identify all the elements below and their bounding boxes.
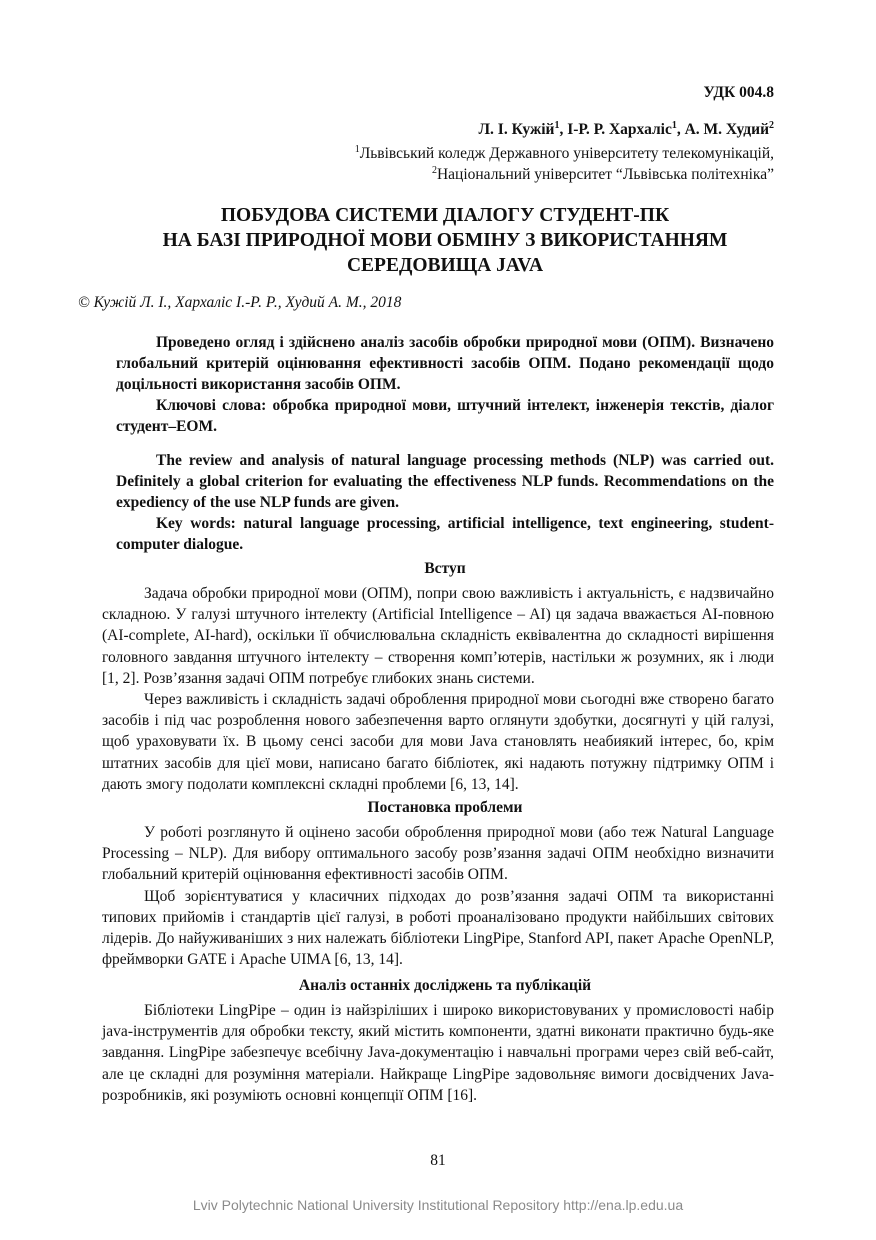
affiliation-1: $^1$Львівський коледж Державного університету телекомунікацій, xyxy=(354,143,774,162)
udk-code: УДК 004.8 xyxy=(703,84,774,101)
author-affiliation-mark: 1 xyxy=(671,119,677,131)
abstract-ukrainian xyxy=(116,332,774,437)
title-line: НА БАЗІ ПРИРОДНОЇ МОВИ ОБМІНУ З ВИКОРИСТАННЯМ xyxy=(162,230,728,251)
paragraph: Бібліотеки LingPipe – один із найзріліших і широко використовуваних у промисловості набір java-інструментів для обробки тексту, який містить компоненти, здатні виконати практично будь-яке завдання. LingPipe забезпечує всебічну Java-документацію і навчальні програми через свій веб-сайт, але це складні для розуміння матеріали. Найкраще LingPipe задовольняє вимоги досвідчених Java-розробників, які розуміють основні концепції ОПМ [16]. xyxy=(102,1002,774,1104)
keywords: Key words: natural language processing, artificial intelligence, text engineering, student-computer dialogue. xyxy=(116,515,774,553)
paper-title xyxy=(116,203,774,278)
section-body-analysis xyxy=(102,1000,774,1106)
section-body-intro xyxy=(102,583,774,795)
section-body-problem xyxy=(102,822,774,970)
author-affiliation-mark: 1 xyxy=(554,119,560,131)
repository-footer: Lviv Polytechnic National University Institutional Repository http://ena.lp.edu.ua xyxy=(192,1197,684,1213)
author-affiliation-mark: 2 xyxy=(769,119,774,131)
author-name: А. М. Худий xyxy=(684,121,769,138)
authors-line: Л. І. Кужій$^1$, І-Р. Р. Хархаліс$^1$, А. М. Худий$^2$ xyxy=(478,119,774,138)
title-line: ПОБУДОВА СИСТЕМИ ДІАЛОГУ СТУДЕНТ-ПК xyxy=(220,205,670,226)
section-heading-problem: Постановка проблеми xyxy=(367,799,523,816)
author-name: Л. І. Кужій xyxy=(478,121,555,138)
paragraph: У роботі розглянуто й оцінено засоби оброблення природної мови (або теж Natural Language Processing – NLP). Для вибору оптимального засобу розв’язання задачі ОПМ необхідно визначити глобальний критерій оцінювання ефективності засобів ОПМ. xyxy=(102,824,774,884)
section-heading-analysis: Аналіз останніх досліджень та публікацій xyxy=(298,977,592,994)
title-line: СЕРЕДОВИЩА JAVA xyxy=(346,255,544,276)
section-heading-intro: Вступ xyxy=(424,560,466,577)
author-name: І-Р. Р. Хархаліс xyxy=(567,121,672,138)
abstract-english xyxy=(116,450,774,555)
paragraph: Через важливість і складність задачі оброблення природної мови сьогодні вже створено багато засобів і під час розроблення нового забезпечення варто оглянути здобутки, досягнуті у цій галузі, щоб ураховувати їх. В цьому сенсі засоби для мови Java становлять неабиякий інтерес, бо, крім штатних засобів для цієї мови, написано багато бібліотек, які надають потужну підтримку ОПМ і дають змогу подолати комплексні складні проблеми [6, 13, 14]. xyxy=(102,691,774,793)
affiliation-2: $^2$Національний університет “Львівська політехніка” xyxy=(431,164,774,183)
paragraph: Щоб зорієнтуватися у класичних підходах до розв’язання задачі ОПМ та використанні типових прийомів і стандартів цієї галузі, в роботі проаналізовано продукти найбільших світових лідерів. До найуживаніших з них належать бібліотеки LingPipe, Stanford API, пакет Apache OpenNLP, фреймворки GATE і Apache UIMA [6, 13, 14]. xyxy=(102,887,774,969)
copyright-line: © Кужій Л. І., Хархаліс І.-Р. Р., Худий А. М., 2018 xyxy=(78,294,402,311)
abstract-text: The review and analysis of natural language processing methods (NLP) was carried out. Definitely a global criterion for evaluating the effectiveness NLP funds. Recommendations on the expediency of the use NLP funds are given. xyxy=(116,452,774,511)
abstract-text: Проведено огляд і здійснено аналіз засобів обробки природної мови (ОПМ). Визначено глобальний критерій оцінювання ефективності засобів ОПМ. Подано рекомендації щодо доцільності використання засобів ОПМ. xyxy=(116,334,774,393)
page-number: 81 xyxy=(430,1152,446,1169)
keywords: Ключові слова: обробка природної мови, штучний інтелект, інженерія текстів, діалог студент–ЕОМ. xyxy=(116,397,774,435)
paragraph: Задача обробки природної мови (ОПМ), попри свою важливість і актуальність, є надзвичайно складною. У галузі штучного інтелекту (Artificial Intelligence – AI) ця задача вважається AI-повною (AI-complete, AI-hard), оскільки її обчислювальна складність еквівалентна до складності вирішення головного завдання штучного інтелекту – створення комп’ютерів, настільки ж розумних, як і люди [1, 2]. Розв’язання задачі ОПМ потребує глибоких знань системи. xyxy=(102,585,774,687)
